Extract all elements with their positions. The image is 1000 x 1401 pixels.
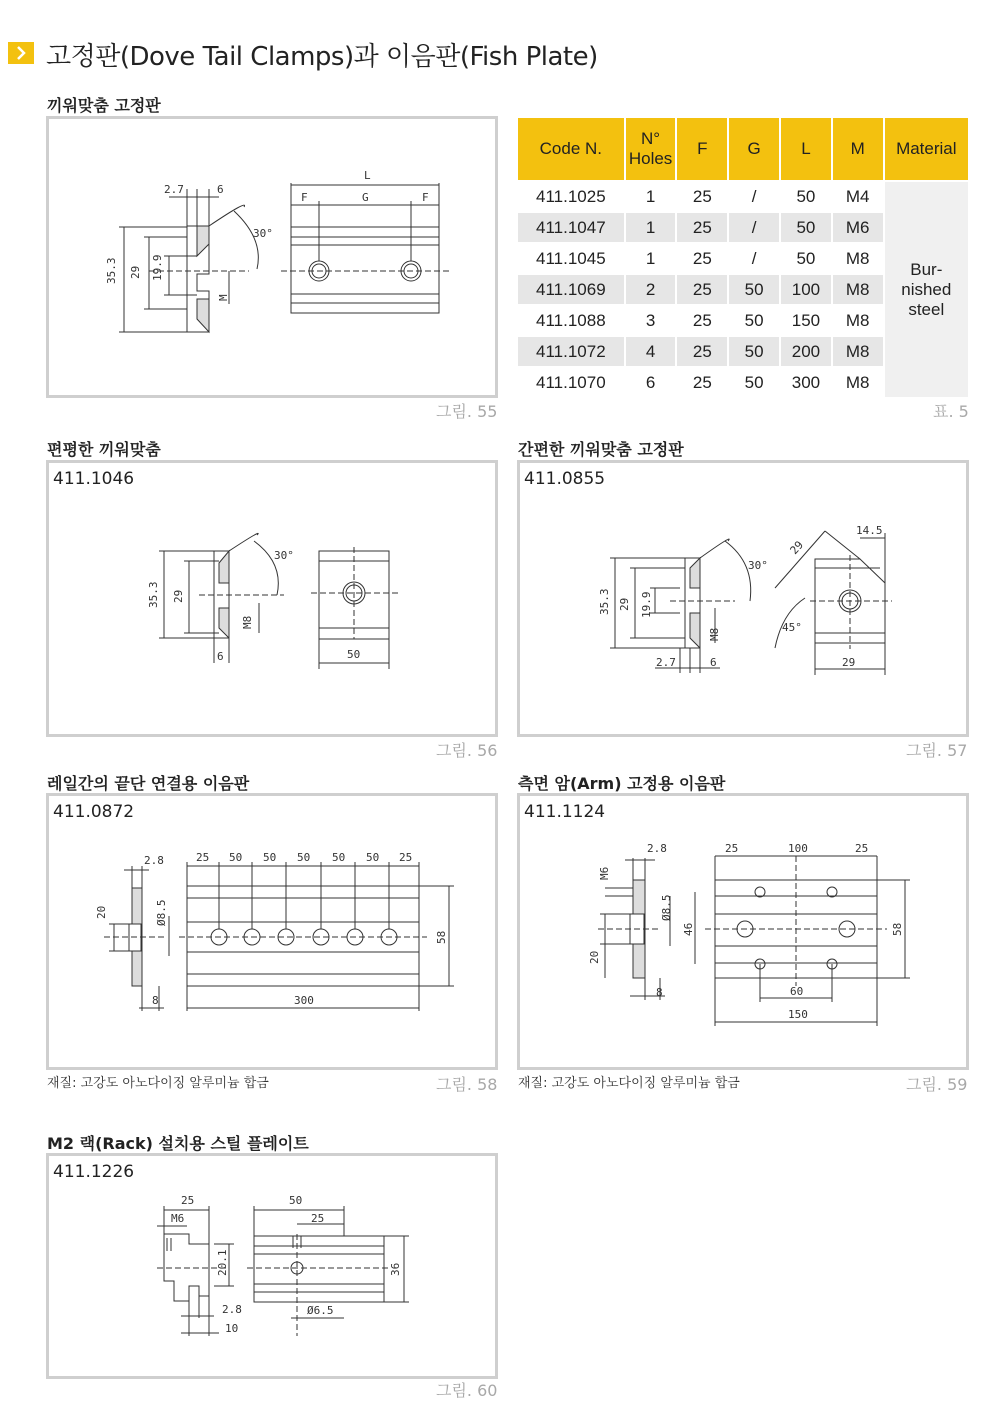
part-code-60: 411.1226 [53,1162,135,1182]
cell-G: 50 [729,275,779,304]
cell-F: 25 [677,275,727,304]
dim-8: 8 [152,994,159,1007]
cell-M: M4 [833,182,883,211]
cell-G: 50 [729,368,779,397]
dim-L: L [364,169,371,182]
end-connection-plate-drawing [49,796,495,1067]
th-G: G [729,118,779,180]
part-code-56: 411.1046 [53,469,135,489]
dim-2-8: 2.8 [222,1303,242,1316]
cell-F: 25 [677,368,727,397]
dim-25a: 25 [196,851,210,864]
dim-36: 36 [389,1262,402,1276]
cell-holes: 3 [626,306,676,335]
figure-label-59: 그림. 59 [906,1075,968,1094]
cell-holes: 6 [626,368,676,397]
dim-M6: M6 [171,1212,185,1225]
cell-holes: 1 [626,213,676,242]
drawing-panel-56 [46,460,498,737]
dim-M8: M8 [241,615,254,629]
dim-25b: 25 [311,1212,325,1225]
figure-label-55: 그림. 55 [436,402,498,421]
dim-50c: 50 [297,851,311,864]
drawing-panel-58 [46,793,498,1070]
dim-25b: 25 [855,842,869,855]
dove-tail-clamp-drawing [49,119,495,395]
cell-L: 50 [781,244,831,273]
dim-6: 6 [710,656,717,669]
section-title-56: 편평한 끼워맞춤 [47,440,161,459]
figure-label-57: 그림. 57 [906,741,968,760]
th-F: F [677,118,727,180]
cell-code: 411.1070 [518,368,624,397]
simple-dove-tail-drawing [520,463,966,734]
page-title: 고정판(Dove Tail Clamps)과 이음판(Fish Plate) [46,42,598,72]
cell-L: 50 [781,182,831,211]
spec-table [516,116,970,399]
dim-29-diag: 29 [787,538,807,558]
dim-60: 60 [790,985,804,998]
dim-F: F [301,191,308,204]
cell-M: M8 [833,368,883,397]
dim-dia-8-5: Ø8.5 [660,894,673,921]
material-note-59: 재질: 고강도 아노다이징 알루미늄 합금 [518,1076,740,1091]
cell-code: 411.1045 [518,244,624,273]
section-title-59: 측면 암(Arm) 고정용 이음판 [518,774,726,793]
dim-20: 20 [95,905,108,919]
cell-L: 200 [781,337,831,366]
cell-G: / [729,182,779,211]
dim-6: 6 [217,183,224,196]
dim-angle: 30° [253,227,273,240]
dim-50d: 50 [332,851,346,864]
cell-F: 25 [677,182,727,211]
dim-19-9: 19.9 [640,591,653,618]
dim-angle: 30° [274,549,294,562]
cell-holes: 2 [626,275,676,304]
dim-14-5: 14.5 [856,524,883,537]
dim-50: 50 [347,648,361,661]
dim-25: 25 [181,1194,195,1207]
section-arrow-icon [8,42,34,64]
dim-25a: 25 [725,842,739,855]
dim-F2: F [422,191,429,204]
figure-label-56: 그림. 56 [436,741,498,760]
drawing-panel-55 [46,116,498,398]
cell-G: / [729,213,779,242]
figure-label-58: 그림. 58 [436,1075,498,1094]
dim-8: 8 [656,986,663,999]
section-title-55: 끼워맞춤 고정판 [47,96,161,115]
dim-2-7: 2.7 [164,183,184,196]
dim-29: 29 [172,589,185,603]
dim-2-8: 2.8 [144,854,164,867]
dim-50: 50 [289,1194,303,1207]
dim-G: G [362,191,369,204]
dim-M8: M8 [708,627,721,641]
section-title-57: 간편한 끼워맞춤 고정판 [518,440,684,459]
th-L: L [781,118,831,180]
dim-29: 29 [129,265,142,279]
cell-code: 411.1072 [518,337,624,366]
section-title-60: M2 랙(Rack) 설치용 스틸 플레이트 [47,1134,309,1153]
dim-35-3: 35.3 [147,581,160,608]
dim-35-3: 35.3 [105,257,118,284]
cell-code: 411.1088 [518,306,624,335]
dim-50a: 50 [229,851,243,864]
part-code-58: 411.0872 [53,802,135,822]
cell-L: 50 [781,213,831,242]
cell-holes: 1 [626,182,676,211]
dim-45: 45° [782,621,802,634]
dim-58: 58 [435,930,448,944]
cell-G: 50 [729,337,779,366]
dim-50b: 50 [263,851,277,864]
th-material: Material [885,118,968,180]
dim-29: 29 [618,597,631,611]
cell-M: M8 [833,244,883,273]
cell-code: 411.1069 [518,275,624,304]
dim-dia-6-5: Ø6.5 [307,1304,334,1317]
dim-29-bottom: 29 [842,656,856,669]
dim-25b: 25 [399,851,413,864]
section-title-58: 레일간의 끝단 연결용 이음판 [47,774,250,793]
dim-2-7: 2.7 [656,656,676,669]
cell-G: / [729,244,779,273]
cell-G: 50 [729,306,779,335]
cell-material: Bur- nished steel [885,182,968,397]
cell-F: 25 [677,244,727,273]
cell-L: 100 [781,275,831,304]
dim-M6: M6 [598,866,611,880]
dim-dia-8-5: Ø8.5 [155,899,168,926]
drawing-panel-60 [46,1153,498,1379]
drawing-panel-59 [517,793,969,1070]
th-M: M [833,118,883,180]
part-code-59: 411.1124 [524,802,606,822]
dim-M: M [217,294,230,301]
cell-L: 300 [781,368,831,397]
dim-35-3: 35.3 [598,588,611,615]
dim-100: 100 [788,842,808,855]
table-label-5: 표. 5 [933,402,969,421]
th-holes: N° Holes [626,118,676,180]
dim-20-1: 20.1 [216,1249,229,1276]
dim-10: 10 [225,1322,239,1335]
drawing-panel-57 [517,460,969,737]
dim-angle: 30° [748,559,768,572]
material-note-58: 재질: 고강도 아노다이징 알루미늄 합금 [47,1076,269,1091]
cell-code: 411.1025 [518,182,624,211]
dim-2-8: 2.8 [647,842,667,855]
dim-19-9: 19.9 [151,254,164,281]
dim-300: 300 [294,994,314,1007]
dim-58: 58 [891,922,904,936]
dim-50e: 50 [366,851,380,864]
cell-F: 25 [677,306,727,335]
cell-M: M6 [833,213,883,242]
dim-46: 46 [682,922,695,936]
cell-M: M8 [833,306,883,335]
figure-label-60: 그림. 60 [436,1381,498,1400]
cell-M: M8 [833,275,883,304]
side-arm-plate-drawing [520,796,966,1067]
cell-M: M8 [833,337,883,366]
dim-20: 20 [588,950,601,964]
cell-holes: 4 [626,337,676,366]
cell-holes: 1 [626,244,676,273]
rack-steel-plate-drawing [49,1156,495,1376]
th-code: Code N. [518,118,624,180]
dim-150: 150 [788,1008,808,1021]
cell-L: 150 [781,306,831,335]
dim-6: 6 [217,650,224,663]
part-code-57: 411.0855 [524,469,606,489]
table-row [518,182,968,211]
cell-code: 411.1047 [518,213,624,242]
flat-dove-tail-drawing [49,463,495,734]
cell-F: 25 [677,337,727,366]
cell-F: 25 [677,213,727,242]
